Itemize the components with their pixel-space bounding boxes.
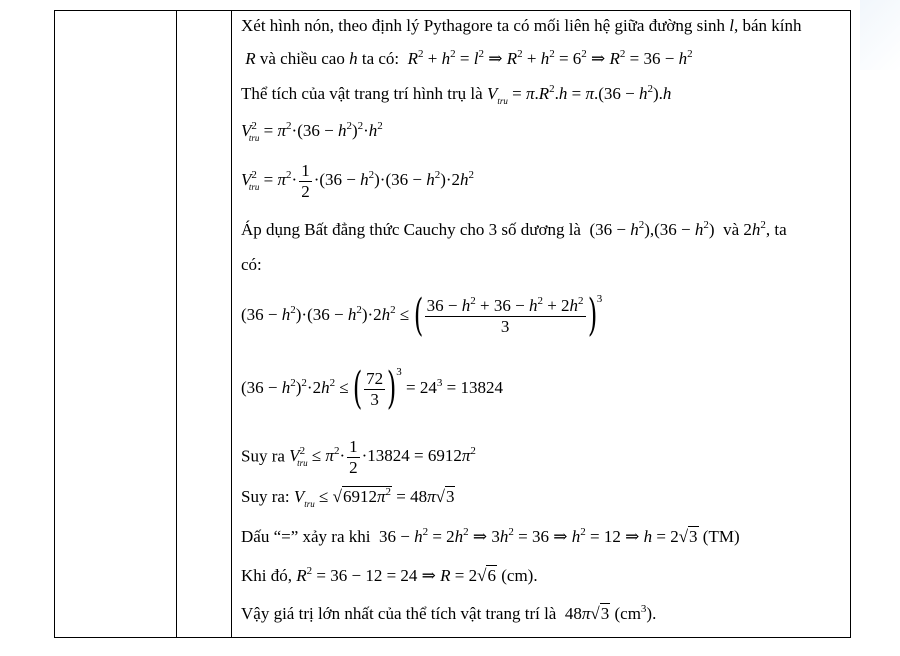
line-6: Áp dụng Bất đẳng thức Cauchy cho 3 số dương là $(36 - h^2),(36 - h^2)$ và $2h^2$, ta (241, 219, 787, 239)
line-9 (241, 363, 503, 414)
line-5 (241, 161, 474, 202)
final-answer: 48π√3 (564, 604, 610, 623)
line-13: Khi đó, $R^2 = 36 - 12 = 24$ ⇒ R = 2√6 (cm). (241, 565, 538, 585)
cauchy-inequality: $(36 - h^2)\cdot(36 - h^2)\cdot 2h^2$ ≤ ( $\frac{36 - h^2 + 36 - h^2 + 2h^2}{3}$ )$^3$ (241, 290, 603, 341)
solution-content (241, 11, 850, 637)
radius-result: $R^2 = 36 - 12 = 24$ ⇒ R = 2√6 (296, 565, 496, 585)
line-8 (241, 290, 603, 341)
cauchy-result: $(36 - h^2)^2\cdot 2h^2$ ≤ ( $\frac{72}{3}$ )$^3 = 24^3 = 13824$ (241, 363, 503, 414)
volume-squared-expanded: $V^2_{tru} = \pi^2\cdot$ $\frac{1}{2}$ $\cdot(36 - h^2)\cdot(36 - h^2)\cdot 2h^2$ (241, 161, 475, 201)
line-4 (241, 121, 383, 141)
column-divider-2 (231, 11, 232, 637)
line-7: có: (241, 255, 262, 274)
pythagore-equation: $R^2 + h^2 = l^2$ ⇒ $R^2 + h^2 = 6^2$ ⇒ $R^2 = 36 - h^2$ (407, 48, 693, 68)
line-2: R và chiều cao h ta có: $R^2 + h^2 = l^2$ ⇒ $R^2 + h^2 = 6^2$ ⇒ $R^2 = 36 - h^2$ (245, 48, 693, 68)
corner-watermark (860, 0, 900, 70)
column-divider-1 (176, 11, 177, 637)
solution-table (54, 10, 851, 638)
volume-squared-bound: $V^2_{tru} \le \pi^2\cdot$ $\frac{1}{2}$ $\cdot 13824 = 6912\pi^2$ (289, 437, 476, 477)
volume-bound: $V_{tru} \le √6912\pi^2 = 48\pi√3$ (293, 486, 455, 509)
line-12: Dấu “=” xảy ra khi $36 - h^2 = 2h^2$ ⇒ $3h^2 = 36$ ⇒ $h^2 = 12$ ⇒ h = 2√3 (TM) (241, 526, 740, 546)
volume-formula: $V_{tru} = \pi.R^2.h = \pi.(36 - h^2).h$ (486, 83, 672, 106)
line-10: Suy ra $V^2_{tru} \le \pi^2\cdot$ $\frac{1}{2}$ $\cdot 13824 = 6912\pi^2$ (241, 437, 476, 477)
line-11: Suy ra: $V_{tru} \le √6912\pi^2 = 48\pi√3$ (241, 486, 455, 509)
line-1: Xét hình nón, theo định lý Pythagore ta có mối liên hệ giữa đường sinh l, bán kính (241, 16, 802, 35)
volume-squared: $V^2_{tru} = \pi^2\cdot(36 - h^2)^2\cdot h^2$ (241, 120, 383, 143)
cauchy-terms: $(36 - h^2),(36 - h^2)$ (589, 219, 715, 239)
equality-condition: $36 - h^2 = 2h^2$ ⇒ $3h^2 = 36$ ⇒ $h^2 = 12$ ⇒ h = 2√3 (378, 526, 698, 546)
line-14: Vậy giá trị lớn nhất của thể tích vật trang trí là 48π√3 $(cm^3)$. (241, 603, 657, 623)
line-3: Thể tích của vật trang trí hình trụ là $V_{tru} = \pi.R^2.h = \pi.(36 - h^2).h$ (241, 83, 672, 106)
